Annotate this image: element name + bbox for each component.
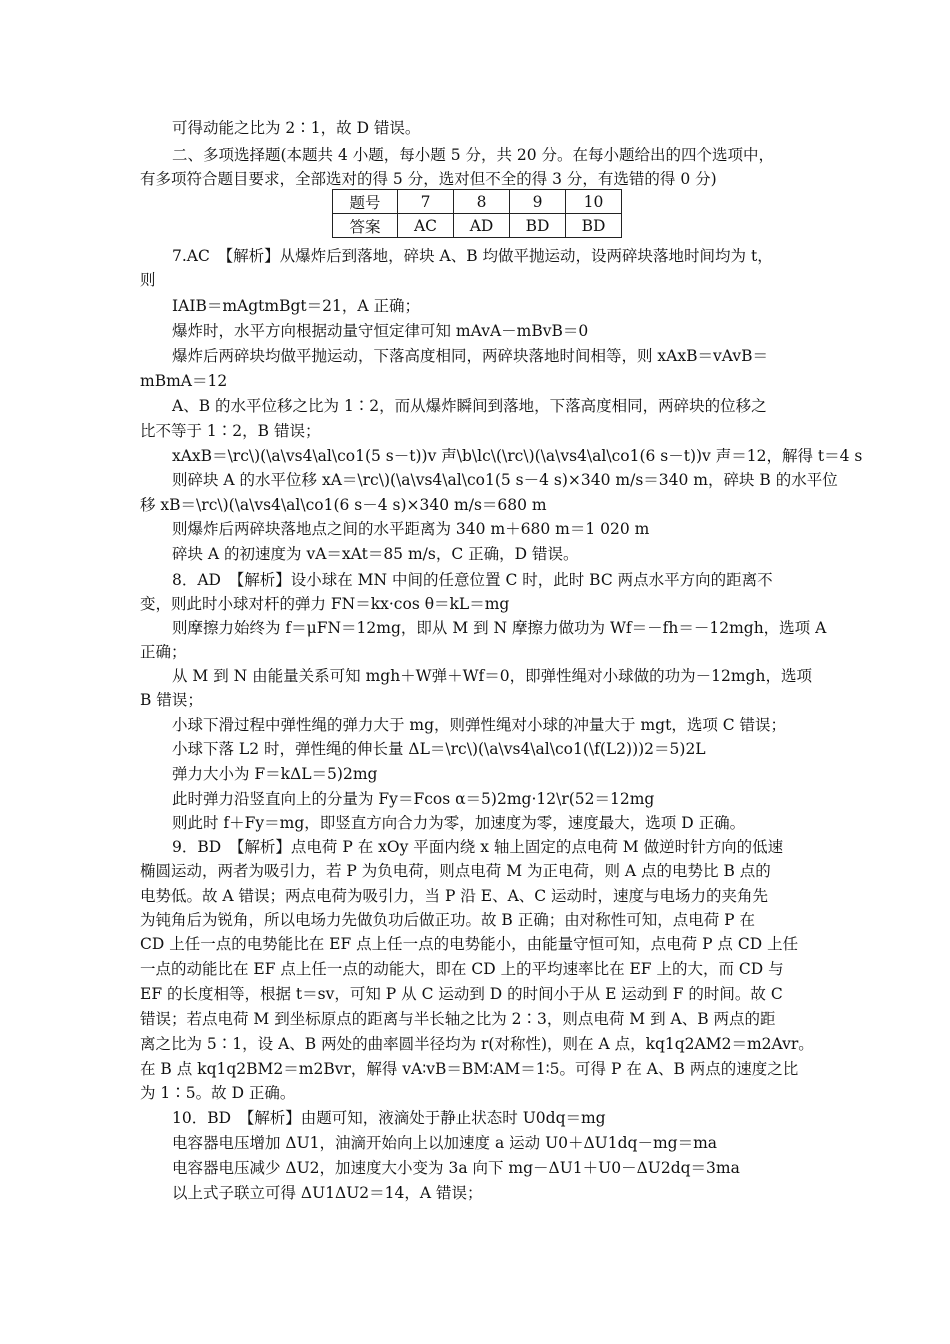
text-line: A、B 的水平位移之比为 1∶2，而从爆炸瞬间到落地，下落高度相同，两碎块的位移之	[172, 397, 767, 415]
text-line: 从 M 到 N 由能量关系可知 mgh＋W弹＋Wf＝0，即弹性绳对小球做的功为－12mgh，选项	[172, 667, 812, 685]
formula-line: 弹力大小为 F＝kΔL＝5)2mg	[172, 765, 378, 783]
text-line: 爆炸后两碎块均做平抛运动，下落高度相同，两碎块落地时间相等，则 xAxB＝vAvB＝	[172, 347, 768, 365]
text-line: 以上式子联立可得 ΔU1ΔU2＝14，A 错误；	[172, 1184, 483, 1202]
text-line: 则摩擦力始终为 f＝μFN＝12mg，即从 M 到 N 摩擦力做功为 Wf＝－fh＝－12mgh，选项 A	[172, 619, 827, 637]
answer-table	[332, 189, 622, 238]
text-line: 错误；若点电荷 M 到坐标原点的距离与半长轴之比为 2∶3，则点电荷 M 到 A、B 两点的距	[140, 1010, 776, 1028]
table-row	[333, 214, 622, 238]
text-line: 则碎块 A 的水平位移 xA＝\rc\)(\a\vs4\al\co1(5 s－4 s)×340 m/s＝340 m，碎块 B 的水平位	[172, 471, 838, 489]
formula-line: 电容器电压减少 ΔU2，加速度大小变为 3a 向下 mg－ΔU1＋U0－ΔU2dq＝3ma	[172, 1159, 740, 1177]
text-line: 则爆炸后两碎块落地点之间的水平距离为 340 m＋680 m＝1 020 m	[172, 520, 650, 538]
solution-heading-7: 7.AC 【解析】从爆炸后到落地，碎块 A、B 均做平抛运动，设两碎块落地时间均为 t，	[172, 247, 773, 265]
solution-heading-10: 10．BD 【解析】由题可知，液滴处于静止状态时 U0dq＝mg	[172, 1109, 606, 1127]
formula-line: IAIB＝mAgtmBgt＝21，A 正确；	[172, 297, 420, 315]
text-line: 小球下滑过程中弹性绳的弹力大于 mg，则弹性绳对小球的冲量大于 mgt，选项 C 错误；	[172, 716, 787, 734]
formula-line: 此时弹力沿竖直向上的分量为 Fy＝Fcos α＝5)2mg·12\r(52＝12mg	[172, 790, 655, 808]
table-row	[333, 190, 622, 214]
formula-line: 小球下落 L2 时，弹性绳的伸长量 ΔL＝\rc\)(\a\vs4\al\co1(\f(L2)))2＝5)2L	[172, 740, 706, 758]
text-line: 在 B 点 kq1q2BM2＝m2Bvr，解得 vA∶vB＝BM∶AM＝1∶5。可得 P 在 A、B 两点的速度之比	[140, 1060, 799, 1078]
table-cell: AD	[454, 214, 510, 238]
text-line: 移 xB＝\rc\)(\a\vs4\al\co1(6 s－4 s)×340 m/s＝680 m	[140, 496, 547, 514]
table-cell: AC	[398, 214, 454, 238]
text-line: 离之比为 5∶1，设 A、B 两处的曲率圆半径均为 r(对称性)，则在 A 点，kq1q2AM2＝m2Avr。	[140, 1035, 814, 1053]
table-cell: BD	[566, 214, 622, 238]
text-line: 碎块 A 的初速度为 vA＝xAt＝85 m/s，C 正确，D 错误。	[172, 545, 579, 563]
text-line: 则	[140, 271, 156, 289]
text-line: 则此时 f＋Fy＝mg，即竖直方向合力为零，加速度为零，速度最大，选项 D 正确。	[172, 814, 746, 832]
solution-heading-9: 9．BD 【解析】点电荷 P 在 xOy 平面内绕 x 轴上固定的点电荷 M 做逆时针方向的低速	[172, 838, 784, 856]
formula-line: mBmA＝12	[140, 372, 228, 390]
text-line: 一点的动能比在 EF 点上任一点的动能大，即在 CD 上的平均速率比在 EF 上的大，而 CD 与	[140, 960, 784, 978]
table-cell: 9	[510, 190, 566, 214]
table-cell: 8	[454, 190, 510, 214]
text-line: 正确；	[140, 643, 187, 661]
text-line: 电势低。故 A 错误；两点电荷为吸引力，当 P 沿 E、A、C 运动时，速度与电场力的夹角先	[140, 887, 769, 905]
text-line: 椭圆运动，两者为吸引力，若 P 为负电荷，则点电荷 M 为正电荷，则 A 点的电势比 B 点的	[140, 862, 771, 880]
text-line: B 错误；	[140, 691, 203, 709]
text-line: EF 的长度相等，根据 t＝sv，可知 P 从 C 运动到 D 的时间小于从 E 运动到 F 的时间。故 C	[140, 985, 783, 1003]
text-line: 有多项符合题目要求，全部选对的得 5 分，选对但不全的得 3 分，有选错的得 0 分)	[140, 170, 717, 188]
table-cell: BD	[510, 214, 566, 238]
text-line: 变，则此时小球对杆的弹力 FN＝kx·cos θ＝kL＝mg	[140, 595, 510, 613]
text-line: 为 1∶5。故 D 正确。	[140, 1084, 296, 1102]
text-line: 比不等于 1∶2，B 错误；	[140, 422, 321, 440]
formula-line: xAxB＝\rc\)(\a\vs4\al\co1(5 s－t))v 声\b\lc\(\rc\)(\a\vs4\al\co1(6 s－t))v 声＝12，解得 t＝4 s	[172, 447, 863, 465]
solution-heading-8: 8．AD 【解析】设小球在 MN 中间的任意位置 C 时，此时 BC 两点水平方向的距离不	[172, 571, 773, 589]
text-line: 爆炸时，水平方向根据动量守恒定律可知 mAvA－mBvB＝0	[172, 322, 589, 340]
text-line: CD 上任一点的电势能比在 EF 点上任一点的电势能小，由能量守恒可知，点电荷 P 点 CD 上任	[140, 935, 799, 953]
table-cell: 7	[398, 190, 454, 214]
text-line: 为钝角后为锐角，所以电场力先做负功后做正功。故 B 正确；由对称性可知，点电荷 P 在	[140, 911, 756, 929]
formula-line: 电容器电压增加 ΔU1，油滴开始向上以加速度 a 运动 U0＋ΔU1dq－mg＝ma	[172, 1134, 718, 1152]
table-cell: 答案	[333, 214, 398, 238]
section-heading: 二、多项选择题(本题共 4 小题，每小题 5 分，共 20 分。在每小题给出的四个选项中，	[172, 146, 775, 164]
table-cell: 10	[566, 190, 622, 214]
text-line: 可得动能之比为 2∶1，故 D 错误。	[172, 119, 421, 137]
table-cell: 题号	[333, 190, 398, 214]
